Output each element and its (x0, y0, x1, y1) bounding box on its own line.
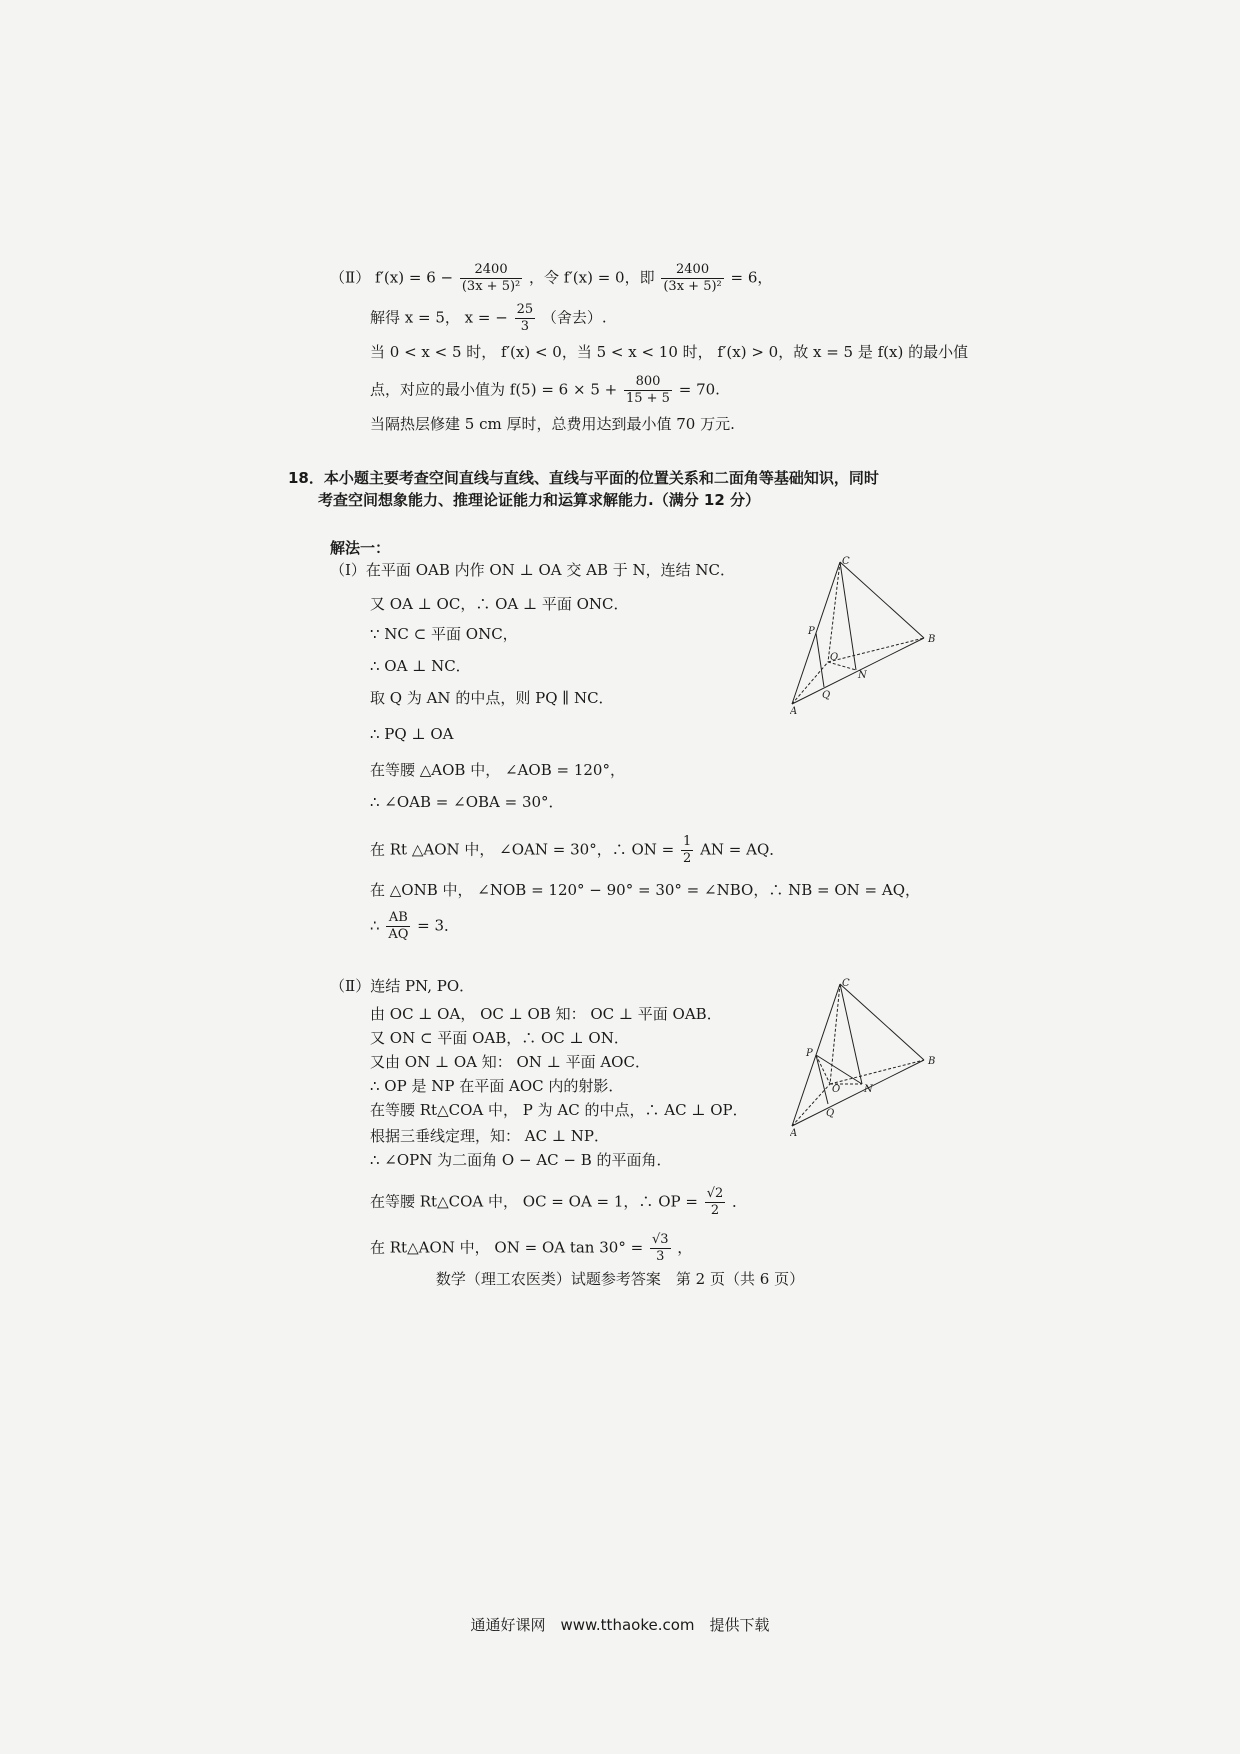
text-span: ，令 f′(x) = 0，即 (529, 268, 655, 287)
q18-s11 (370, 910, 459, 943)
frac-num: √2 (706, 1186, 724, 1201)
text-span: AN = AQ． (700, 840, 785, 859)
q18-s6: ∴ PQ ⊥ OA (370, 725, 454, 743)
q18-s10: 在 △ONB 中， ∠NOB = 120° − 90° = 30° = ∠NBO，∴ NB = ON = AQ， (370, 881, 920, 899)
frac-den: AQ (388, 927, 409, 942)
q18-t4: 又由 ON ⊥ OA 知： ON ⊥ 平面 AOC． (370, 1053, 650, 1071)
q18-t9 (370, 1186, 747, 1219)
edge-cb (840, 984, 924, 1060)
part2-line1 (330, 262, 772, 295)
frac-den: 15 + 5 (625, 391, 670, 406)
label-q: Q (826, 1108, 835, 1119)
frac-num: 1 (683, 834, 692, 849)
pyramid-figure-2 (790, 978, 940, 1138)
q18-intro-line1: 18．本小题主要考查空间直线与直线、直线与平面的位置关系和二面角等基础知识，同时 (288, 469, 879, 487)
q18-t5: ∴ OP 是 NP 在平面 AOC 内的射影． (370, 1077, 624, 1095)
q18-t7: 根据三垂线定理，知： AC ⊥ NP． (370, 1127, 609, 1145)
text-span: 在 Rt △AON 中， ∠OAN = 30°，∴ ON = (370, 840, 675, 859)
fraction (624, 374, 672, 407)
q18-t8: ∴ ∠OPN 为二面角 O − AC − B 的平面角． (370, 1151, 672, 1169)
frac-num: √3 (651, 1232, 669, 1247)
q18-t3: 又 ON ⊂ 平面 OAB，∴ OC ⊥ ON． (370, 1029, 629, 1047)
fraction (650, 1232, 671, 1265)
label-o: O (830, 652, 839, 663)
text-span: （Ⅱ） f′(x) = 6 − (330, 268, 454, 287)
edge-pq (816, 633, 824, 687)
text-span: = 6， (730, 268, 773, 287)
text-span: = 70. (678, 380, 720, 399)
text-span: ∴ (370, 916, 380, 935)
site-credit: 通通好课网 www.tthaoke.com 提供下载 (470, 1616, 770, 1634)
edge-cb (840, 562, 924, 638)
edge-ob (828, 638, 924, 662)
q18-t1: （Ⅱ）连结 PN, PO． (330, 977, 475, 995)
q18-s7: 在等腰 △AOB 中， ∠AOB = 120°， (370, 761, 625, 779)
q18-t10 (370, 1232, 692, 1265)
text-span: 在 Rt△AON 中， ON = OA tan 30° = (370, 1238, 644, 1257)
frac-num: 25 (516, 302, 534, 317)
text-span: ． (732, 1192, 748, 1211)
frac-num: 2400 (676, 262, 710, 277)
label-a: A (790, 1128, 798, 1138)
label-b: B (928, 1056, 936, 1067)
frac-den: 2 (705, 1202, 726, 1219)
edge-cn (840, 984, 862, 1084)
fraction (705, 1186, 726, 1219)
frac-den: 3 (515, 318, 536, 335)
q18-s5: 取 Q 为 AN 的中点，则 PQ ∥ NC． (370, 689, 614, 707)
edge-co (828, 562, 840, 662)
label-o: O (832, 1084, 841, 1095)
frac-den: (3x + 5)² (461, 279, 521, 294)
text-span: = 3． (417, 916, 460, 935)
fraction (515, 302, 536, 335)
fraction (661, 262, 723, 295)
label-q: Q (822, 690, 831, 701)
label-c: C (842, 556, 850, 567)
fraction (386, 910, 410, 943)
part2-line4 (370, 374, 720, 407)
q18-t2: 由 OC ⊥ OA， OC ⊥ OB 知： OC ⊥ 平面 OAB． (370, 1005, 722, 1023)
q18-s1: （Ⅰ）在平面 OAB 内作 ON ⊥ OA 交 AB 于 N，连结 NC． (330, 561, 736, 579)
q18-s3: ∵ NC ⊂ 平面 ONC， (370, 625, 518, 643)
part2-line3: 当 0 < x < 5 时， f′(x) < 0，当 5 < x < 10 时， f′(x) > 0，故 x = 5 是 f(x) 的最小值 (370, 343, 969, 361)
text-span: 在等腰 Rt△COA 中， OC = OA = 1，∴ OP = (370, 1192, 698, 1211)
fraction (681, 834, 693, 867)
frac-num: 2400 (474, 262, 508, 277)
text-span: （舍去）. (541, 308, 607, 327)
q18-intro-line2: 考查空间想象能力、推理论证能力和运算求解能力.（满分 12 分） (318, 491, 761, 509)
label-n: N (864, 1084, 873, 1095)
frac-den: (3x + 5)² (663, 279, 722, 294)
label-c: C (842, 978, 850, 989)
q18-s2: 又 OA ⊥ OC，∴ OA ⊥ 平面 ONC． (370, 595, 629, 613)
part2-line5: 当隔热层修建 5 cm 厚时，总费用达到最小值 70 万元. (370, 415, 735, 433)
part2-line2 (370, 302, 607, 335)
frac-num: AB (388, 910, 408, 925)
text-span: 解得 x = 5， x = − (370, 308, 508, 327)
text-span: ， (677, 1238, 693, 1257)
label-p: P (806, 1048, 813, 1059)
label-n: N (858, 670, 867, 681)
text-span: 点，对应的最小值为 f(5) = 6 × 5 + (370, 380, 618, 399)
edge-ob (830, 1060, 924, 1084)
q18-s8: ∴ ∠OAB = ∠OBA = 30°． (370, 793, 564, 811)
label-a: A (790, 706, 798, 716)
pyramid-figure-1 (790, 556, 940, 716)
edge-ab (792, 1060, 924, 1126)
label-b: B (928, 634, 936, 645)
frac-num: 800 (635, 374, 661, 389)
fraction (460, 262, 522, 295)
edge-pq (816, 1055, 828, 1104)
frac-den: 3 (650, 1248, 671, 1265)
q18-t6: 在等腰 Rt△COA 中， P 为 AC 的中点，∴ AC ⊥ OP． (370, 1101, 748, 1119)
q18-s9 (370, 834, 784, 867)
page-footer: 数学（理工农医类）试题参考答案 第 2 页（共 6 页） (435, 1270, 805, 1288)
edge-on (828, 662, 856, 670)
frac-den: 2 (683, 851, 692, 866)
label-p: P (808, 626, 815, 637)
q18-s4: ∴ OA ⊥ NC． (370, 657, 471, 675)
edge-cn (840, 562, 856, 670)
method-heading: 解法一： (330, 539, 391, 557)
